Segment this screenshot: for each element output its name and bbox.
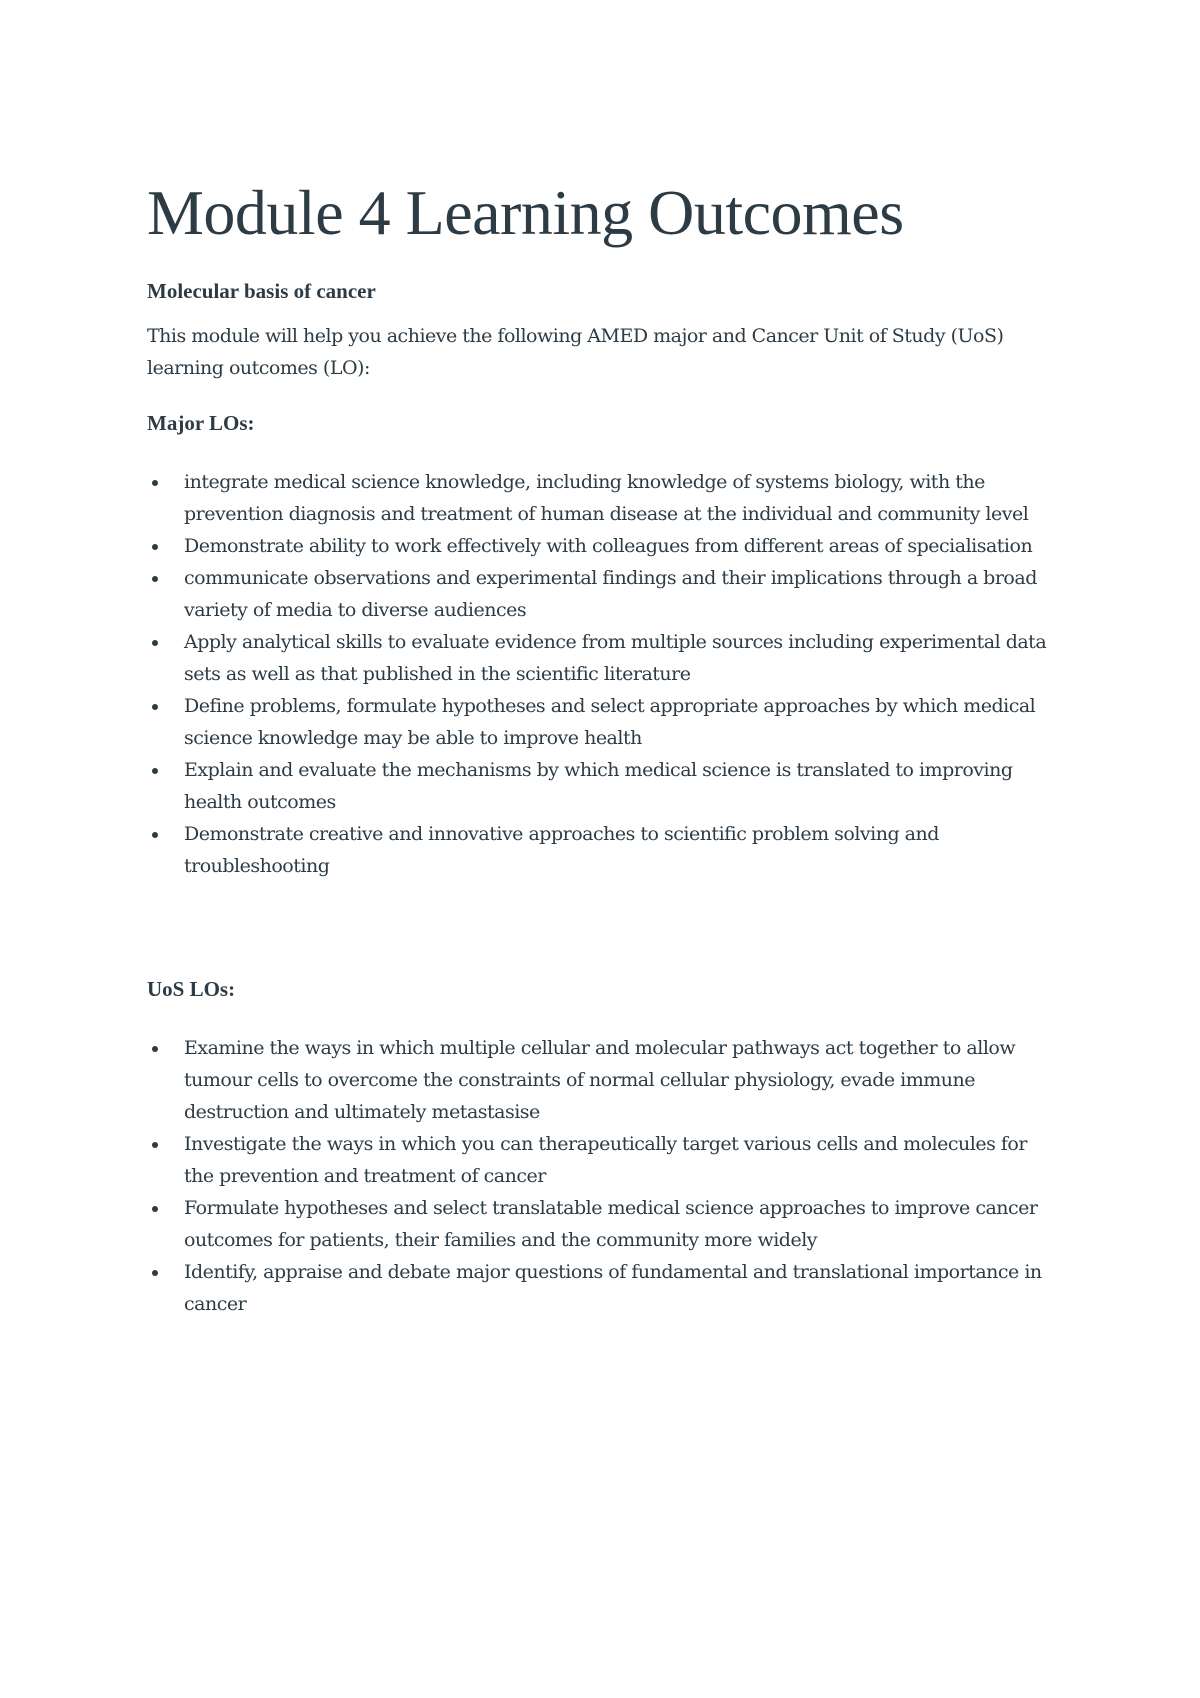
bullet-icon	[152, 768, 158, 774]
bullet-icon	[152, 480, 158, 486]
bullet-icon	[152, 1142, 158, 1148]
bullet-icon	[152, 640, 158, 646]
document-page	[147, 176, 1057, 1315]
uos-los-heading: UoS LOs:	[147, 977, 236, 1001]
list-item-text: Apply analytical skills to evaluate evidence from multiple sources including experimental data sets as well as that published in the scientific literature	[184, 631, 1047, 685]
major-los-heading: Major LOs:	[147, 411, 255, 435]
list-item	[147, 690, 1057, 754]
list-item	[147, 626, 1057, 690]
list-item	[147, 530, 1057, 562]
list-item	[147, 754, 1057, 818]
bullet-icon	[152, 1270, 158, 1276]
list-item	[147, 1128, 1057, 1192]
list-item-text: Formulate hypotheses and select translatable medical science approaches to improve cancer outcomes for patients, their families and the community more widely	[184, 1197, 1038, 1251]
list-item-text: Investigate the ways in which you can therapeutically target various cells and molecules for the prevention and treatment of cancer	[184, 1133, 1027, 1187]
bullet-icon	[152, 704, 158, 710]
list-item	[147, 1032, 1057, 1128]
list-item	[147, 818, 1057, 882]
list-item-text: Examine the ways in which multiple cellular and molecular pathways act together to allow tumour cells to overcome the constraints of normal cellular physiology, evade immune destruction and ultimately metastasise	[184, 1037, 1016, 1123]
bullet-icon	[152, 1206, 158, 1212]
intro-paragraph: This module will help you achieve the following AMED major and Cancer Unit of Study (UoS) learning outcomes (LO):	[147, 325, 1004, 379]
list-item-text: Demonstrate creative and innovative approaches to scientific problem solving and troubleshooting	[184, 823, 939, 877]
list-item-text: Explain and evaluate the mechanisms by which medical science is translated to improving health outcomes	[184, 759, 1013, 813]
module-subtitle: Molecular basis of cancer	[147, 279, 376, 303]
list-item-text: integrate medical science knowledge, including knowledge of systems biology, with the prevention diagnosis and treatment of human disease at the individual and community level	[184, 471, 1029, 525]
list-item-text: Identify, appraise and debate major questions of fundamental and translational importance in cancer	[184, 1261, 1042, 1315]
major-los-list	[147, 466, 1057, 882]
list-item-text: Define problems, formulate hypotheses and select appropriate approaches by which medical science knowledge may be able to improve health	[184, 695, 1036, 749]
list-item-text: communicate observations and experimental findings and their implications through a broad variety of media to diverse audiences	[184, 567, 1037, 621]
list-item	[147, 1256, 1057, 1320]
bullet-icon	[152, 1046, 158, 1052]
list-item	[147, 466, 1057, 530]
list-item-text: Demonstrate ability to work effectively with colleagues from different areas of specialisation	[184, 535, 1033, 557]
page-title: Module 4 Learning Outcomes	[147, 177, 904, 248]
list-item	[147, 562, 1057, 626]
bullet-icon	[152, 544, 158, 550]
bullet-icon	[152, 576, 158, 582]
uos-los-list	[147, 1032, 1057, 1320]
bullet-icon	[152, 832, 158, 838]
list-item	[147, 1192, 1057, 1256]
